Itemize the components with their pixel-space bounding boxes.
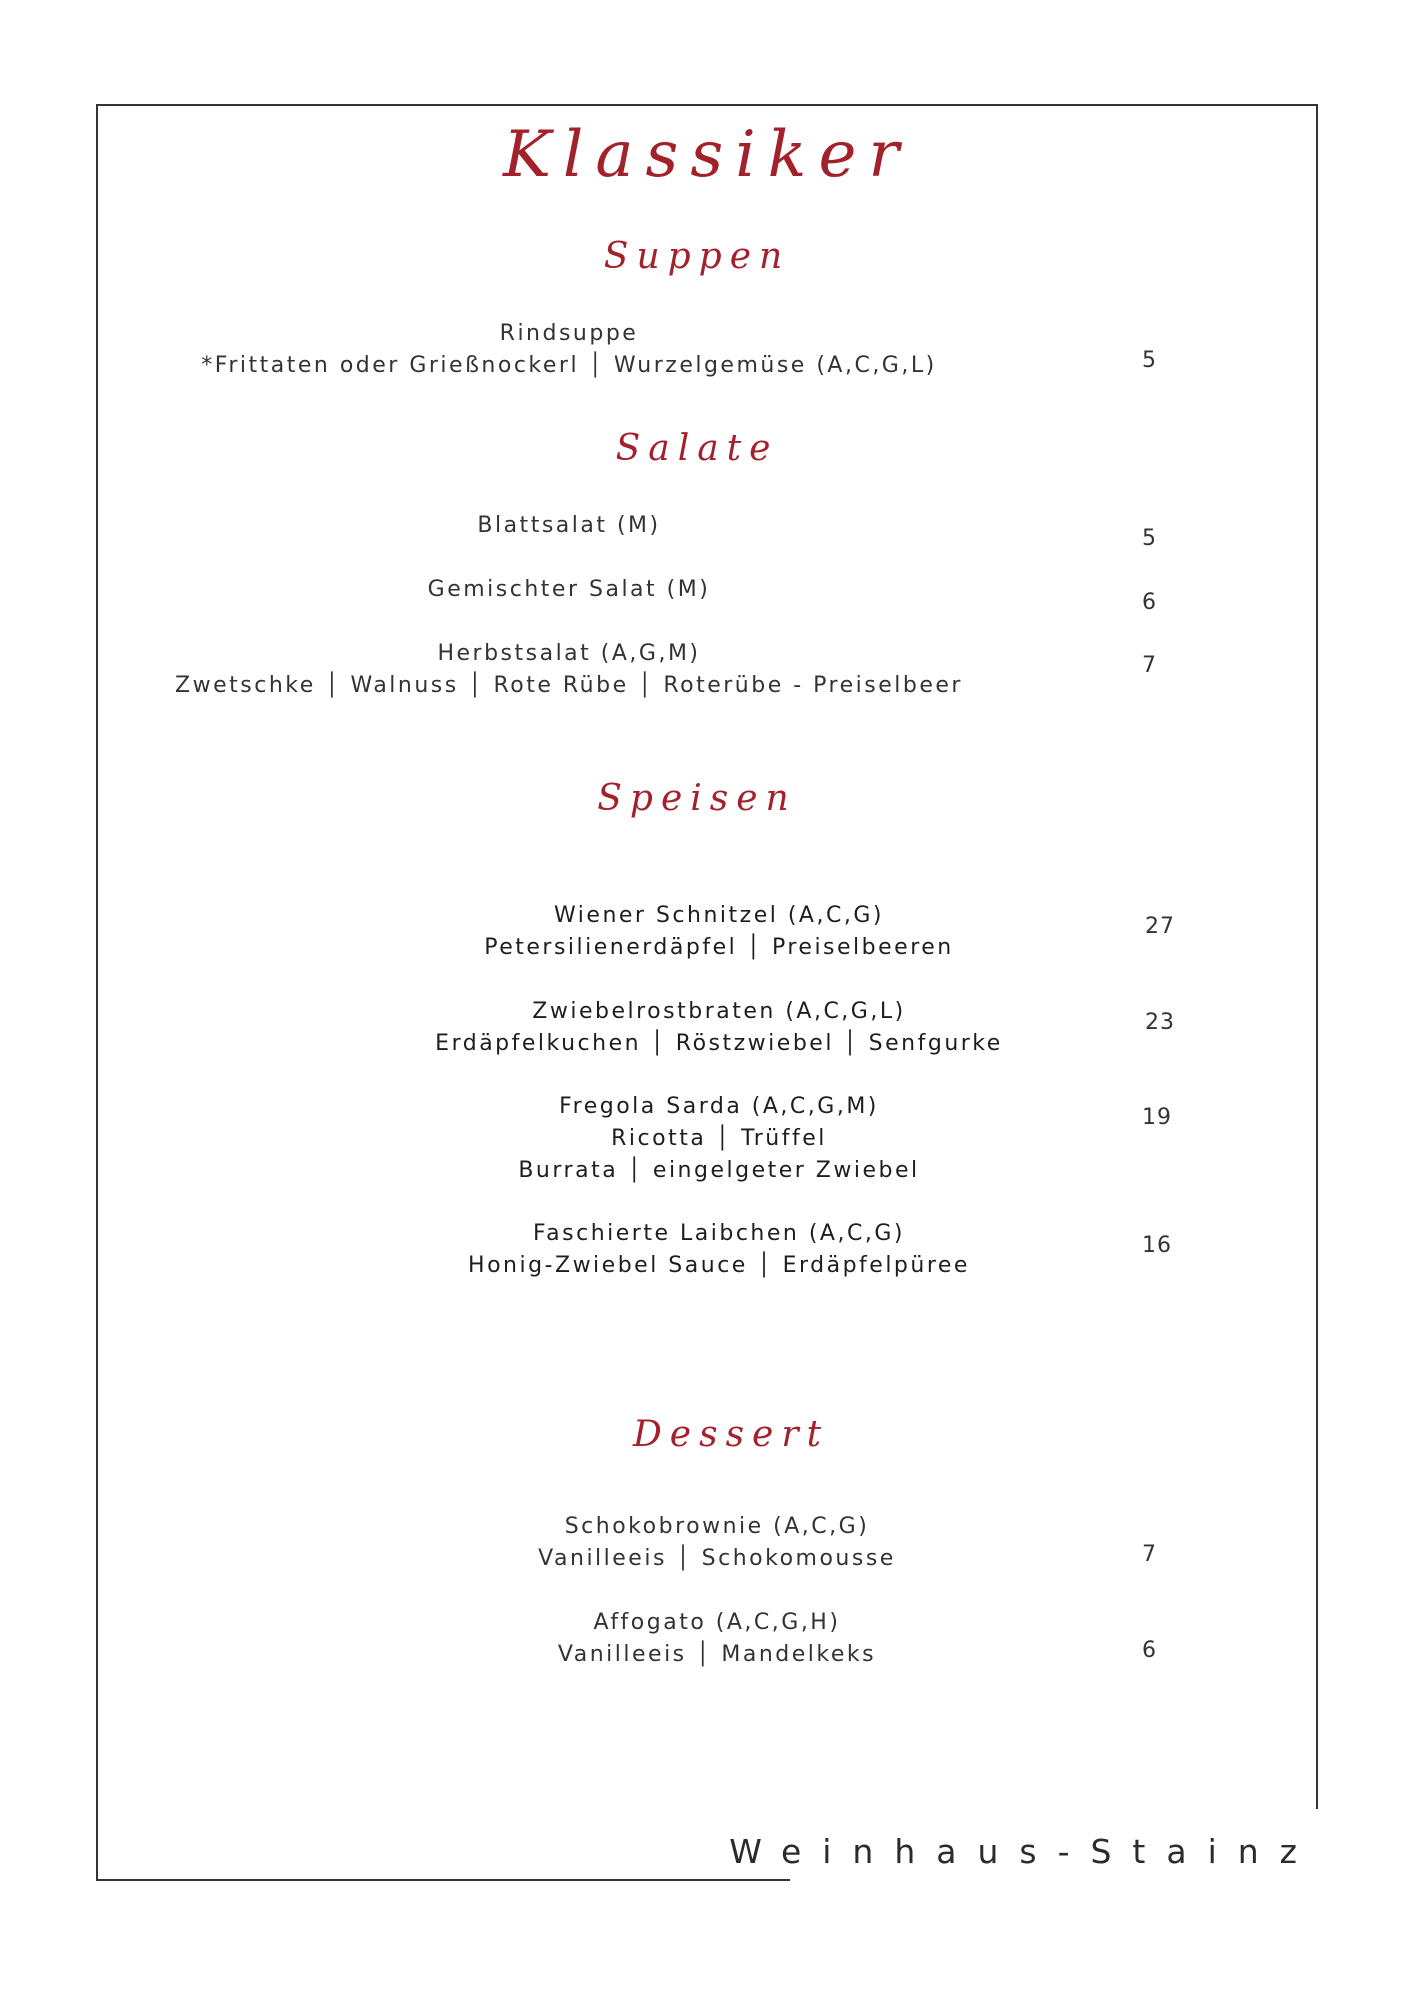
menu-item-price: 7 — [1142, 653, 1157, 678]
section-title-salate: Salate — [615, 428, 779, 469]
menu-item-description: Vanilleeis │ Schokomousse — [538, 1546, 896, 1571]
menu-item-description: Zwetschke │ Walnuss │ Rote Rübe │ Roterübe - Preiselbeer — [175, 673, 963, 698]
menu-item-description: Burrata │ eingelgeter Zwiebel — [518, 1158, 920, 1183]
menu-item-name: Blattsalat (M) — [477, 513, 661, 538]
menu-item-description: Erdäpfelkuchen │ Röstzwiebel │ Senfgurke — [435, 1031, 1003, 1056]
menu-item-name: Gemischter Salat (M) — [427, 577, 711, 602]
menu-item-schokobrownie — [10, 1511, 1414, 1575]
menu-item-description: Petersilienerdäpfel │ Preiselbeeren — [484, 935, 954, 960]
menu-item-description: Honig-Zwiebel Sauce │ Erdäpfelpüree — [468, 1253, 970, 1278]
section-title-speisen: Speisen — [597, 778, 797, 819]
menu-item-description: Ricotta │ Trüffel — [611, 1126, 827, 1151]
menu-item-name: Herbstsalat (A,G,M) — [437, 641, 701, 666]
frame-top-line — [96, 104, 1317, 106]
menu-item-description: Vanilleeis │ Mandelkeks — [557, 1642, 877, 1667]
menu-item-rindsuppe — [0, 318, 1276, 382]
menu-item-faschierte-laibchen — [12, 1218, 1414, 1282]
menu-item-price: 27 — [1145, 914, 1175, 939]
menu-item-name: Schokobrownie (A,C,G) — [564, 1514, 870, 1539]
menu-item-blattsalat — [0, 510, 1276, 542]
menu-item-price: 19 — [1142, 1105, 1172, 1130]
section-title-dessert: Dessert — [632, 1414, 830, 1455]
menu-item-gemischter-salat — [0, 574, 1276, 606]
menu-item-name: Affogato (A,C,G,H) — [593, 1610, 841, 1635]
menu-item-fregola-sarda — [12, 1091, 1414, 1187]
menu-item-price: 6 — [1142, 590, 1157, 615]
menu-item-price: 6 — [1142, 1638, 1157, 1663]
menu-item-price: 7 — [1142, 1542, 1157, 1567]
menu-item-affogato — [10, 1607, 1414, 1671]
menu-item-herbstsalat — [0, 638, 1276, 702]
menu-title: Klassiker — [503, 118, 911, 192]
menu-item-price: 23 — [1145, 1010, 1175, 1035]
menu-item-zwiebelrostbraten — [12, 996, 1414, 1060]
menu-item-name: Zwiebelrostbraten (A,C,G,L) — [532, 999, 906, 1024]
section-title-suppen: Suppen — [603, 236, 791, 277]
menu-item-price: 5 — [1142, 348, 1157, 373]
menu-item-name: Wiener Schnitzel (A,C,G) — [554, 903, 884, 928]
menu-item-name: Faschierte Laibchen (A,C,G) — [533, 1221, 905, 1246]
frame-bottom-line — [96, 1879, 790, 1881]
menu-item-wiener-schnitzel — [12, 900, 1414, 964]
footer-brand: Weinhaus-Stainz — [729, 1832, 1318, 1871]
menu-item-name: Rindsuppe — [499, 321, 639, 346]
menu-item-name: Fregola Sarda (A,C,G,M) — [559, 1094, 879, 1119]
menu-item-description: *Frittaten oder Grießnockerl │ Wurzelgemüse (A,C,G,L) — [201, 353, 937, 378]
menu-item-price: 16 — [1142, 1233, 1172, 1258]
menu-item-price: 5 — [1142, 526, 1157, 551]
